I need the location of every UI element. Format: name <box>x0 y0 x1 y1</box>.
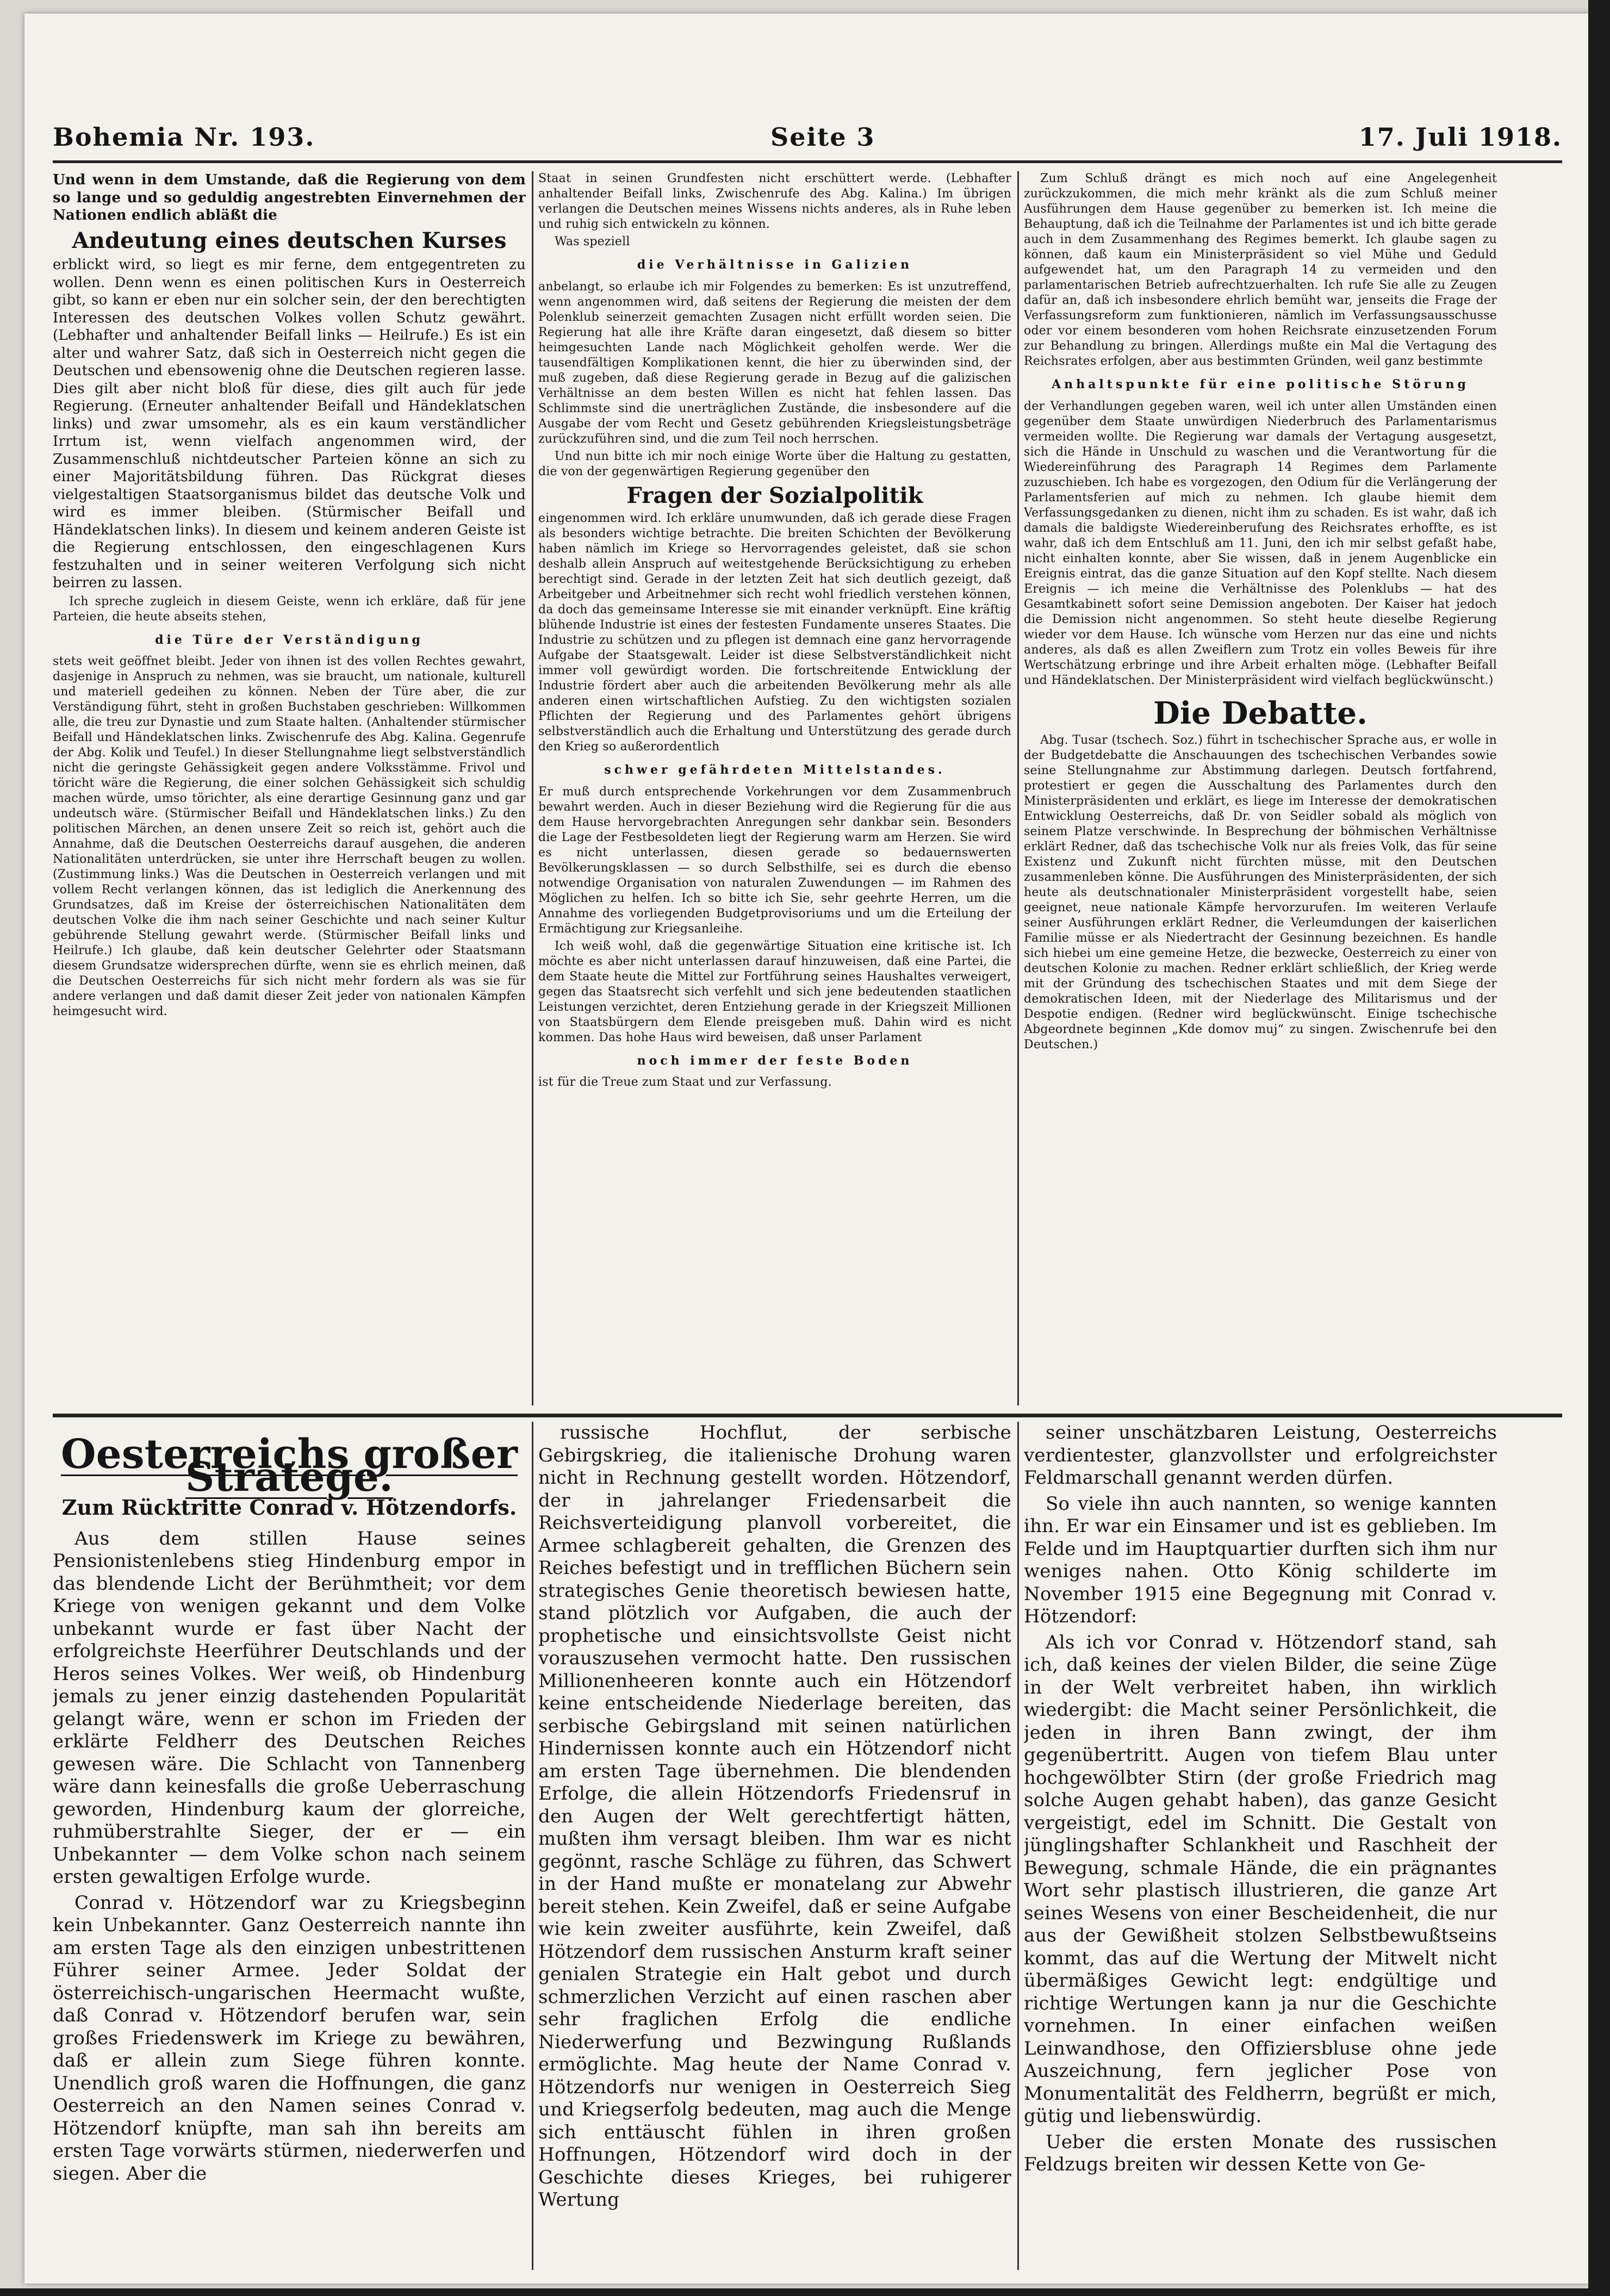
masthead-rule <box>53 160 1562 163</box>
issue-date: 17. Juli 1918. <box>1358 122 1562 152</box>
column-rule <box>532 171 533 1405</box>
article-paragraph: So viele ihn auch nannten, so wenige kannten ihn. Er war ein Einsamer und ist es geblieben. Im Felde und im Hauptquartier durften sich ihm nur weniges nahen. Otto König schilderte im November 1915 eine Begegnung mit Conrad v. Hötzendorf: <box>1024 1492 1497 1627</box>
col3-paragraph: Abg. Tusar (tschech. Soz.) führt in tschechischer Sprache aus, er wolle in der Budgetdebatte die Anschauungen des tschechischen Verbandes sowie seine Stellungnahme zur Abstimmung darlegen. Deutsch fortfahrend, protestiert er gegen die Ausschaltung des Parlamentes durch den Ministerpräsidenten und erklärt, es liege im Interesse der demokratischen Entwicklung Oesterreichs, daß Dr. von Seidler sobald als möglich von seinem Platze verschwinde. In Besprechung der böhmischen Verhältnisse erklärt Redner, daß das tschechische Volk nur als freies Volk, das für seine Existenz und Zukunft nicht fürchten müsse, mit den Deutschen zusammenleben könne. Die Ausführungen des Ministerpräsidenten, der sich heute als deutschnationaler Ministerpräsident vorgestellt habe, seien geeignet, neue nationale Kämpfe hervorzurufen. Im weiteren Verlaufe seiner Ausführungen erklärt Redner, die Verleumdungen der kaiserlichen Familie müsse er als Niedertracht der Gesinnung bezeichnen. Es handle sich hiebei um eine gemeine Hetze, die bezwecke, Oesterreich zu einer von deutschen Kolonie zu machen. Redner erklärt schließlich, der Krieg werde mit der Gründung des tschechischen Staates und mit dem Siege der demokratischen Ideen, mit der Niederlage des Militarismus und der Despotie endigen. (Redner wird beglückwünscht. Einige tschechische Abgeordnete beginnen „Kde domov muj“ zu singen. Zwischenrufe bei den Deutschen.) <box>1024 733 1497 1051</box>
col2-paragraph: Staat in seinen Grundfesten nicht erschüttert werde. (Lebhafter anhaltender Beifall links, Zwischenrufe des Abg. Kalina.) Im übrigen verlangen die Deutschen meines Wissens nichts anderes, als in Ruhe leben und ruhig sich entwickeln zu können. <box>538 172 1011 231</box>
col3-heading: Die Debatte. <box>1153 695 1367 731</box>
col2-closing: ist für die Treue zum Staat und zur Verfassung. <box>538 1075 832 1089</box>
column-rule <box>1017 171 1019 1405</box>
article-paragraph: russische Hochflut, der serbische Gebirgskrieg, die italienische Drohung waren nicht in Rechnung gestellt worden. Hötzendorf, der in jahrelanger Friedensarbeit die Reichsverteidigung planvoll vorbereitet, die Armee schlagbereit gehalten, die Grenzen des Reiches befestigt und in trefflichen Büchern sein strategisches Genie theoretisch bewiesen hatte, stand plötzlich vor Aufgaben, die auch der prophetische und einsichtsvollste Geist nicht vorauszusehen vermocht hatte. Den russischen Millionenheeren konnte auch ein Hötzendorf keine entscheidende Niederlage bereiten, das serbische Gebirgsland mit seinen natürlichen Hindernissen konnte auch ein Hötzendorf nicht am ersten Tage übernehmen. Die blendenden Erfolge, die allein Hötzendorfs Friedensruf in den Augen der Welt gerechtfertigt hätten, mußten ihm versagt bleiben. Ihm war es nicht gegönnt, rasche Schläge zu führen, das Schwert in der Hand mußte er monatelang zur Abwehr bereit stehen. Kein Zweifel, daß er seine Aufgabe wie kein zweiter ausführte, kein Zweifel, daß Hötzendorf dem russischen Ansturm kraft seiner genialen Strategie ein Halt gebot und durch schmerzlichen Verzicht auf einen raschen aber sehr fraglichen Erfolg die endliche Niederwerfung und Bezwingung Rußlands ermöglichte. Mag heute der Name Conrad v. Hötzendorfs nur wenigen in Oesterreich Sieg und Kriegserfolg bedeuten, mag auch die Menge sich enttäuscht fühlen in ihren großen Hoffnungen, Hötzendorf wird doch in der Geschichte dieses Krieges, bei ruhigerer Wertung <box>538 1422 1011 2211</box>
article-paragraph: seiner unschätzbaren Leistung, Oesterreichs verdientester, glanzvollster und erfolgreichster Feldmarschall genannt werden dürfen. <box>1024 1422 1497 1489</box>
lower-column-3 <box>1024 1422 1497 2270</box>
col1-heading: Andeutung eines deutschen Kurses <box>72 227 507 253</box>
article-paragraph: Aus dem stillen Hause seines Pensionistenlebens stieg Hindenburg empor in das blendende Licht der Berühmtheit; vor dem Kriege von wenigen gekannt und dem Volke unbekannt wurde er fast über Nacht der erfolgreichste Heerführer Deutschlands und der Heros seines Volkes. Wer weiß, ob Hindenburg jemals zu jener einzig dastehenden Popularität gelangt wäre, wenn er schon im Frieden der erklärte Feldherr des Deutschen Reiches gewesen wäre. Die Schlacht von Tannenberg wäre dann keinesfalls die große Ueberraschung geworden, Hindenburg kaum der glorreiche, ruhmüberstrahlte Sieger, der er — ein Unbekannter — dem Volke schon nach seinem ersten gewaltigen Erfolge wurde. <box>53 1527 526 1888</box>
col3-paragraph: der Verhandlungen gegeben waren, weil ich unter allen Umständen einen gegenüber dem Staate unwürdigen Niederbruch des Parlamentarismus vermeiden wollte. Die Regierung war damals der Vertagung ausgesetzt, sich die Hände in Unschuld zu waschen und die Verantwortung für die Wiedereinführung des Paragraph 14 Regimes dem Parlamente zuzuschieben. Ich habe es vorgezogen, den Odium für die Verlängerung der Parlamentsferien auf mich zu nehmen. Ich glaube hiemit dem Verfassungsgedanken zu dienen, nicht ihm zu schaden. Es ist wahr, daß ich damals die baldigste Wiedereinberufung des Reichsrates erhoffte, es ist wahr, daß ich dem Entschluß am 11. Juni, den ich mir selbst gefaßt habe, nicht einhalten konnte, aber Sie wissen, daß in jenem Augenblicke ein Ereignis eintrat, das die ganze Situation auf den Kopf stellte. Nach diesem Ereignis — ich meine die Verhältnisse des Polenklubs — hat des Gesamtkabinett sofort seine Demission angeboten. Der Kaiser hat jedoch die Demission nicht angenommen. So steht heute dieselbe Regierung wieder vor dem Hause. Ich wünsche vom Herzen nur das eine und nichts anderes, als daß es allen Zweiflern zum Trotz ein volles Beweis für ihre Wertschätzung erbringe und ihre Arbeit erhalten möge. (Lebhafter Beifall und Händeklatschen. Der Ministerpräsident wird vielfach beglückwünscht.) <box>1024 399 1497 687</box>
scan-border-right <box>1588 0 1610 2296</box>
article-paragraph: Als ich vor Conrad v. Hötzendorf stand, sah ich, daß keines der vielen Bilder, die seine Züge in der Welt verbreitet haben, ihn wirklich wiedergibt: die Macht seiner Persönlichkeit, die jeden in ihren Bann zwingt, der ihm gegenübertritt. Augen von tiefem Blau unter hochgewölbter Stirn (der große Friedrich mag solche Augen gehabt haben), das ganze Gesicht vergeistigt, edel im Schnitt. Die Gestalt von jünglingshafter Schlankheit und Raschheit der Bewegung, schmale Hände, die ein prägnantes Wort sehr plastisch illustrieren, die ganze Art seines Wesens von einer Bescheidenheit, die nur aus der Gewißheit stolzen Selbstbewußtseins kommt, das auf die Wertung der Mitwelt nicht übermäßiges Gewicht legt: endgültige und richtige Wertungen kann ja nur die Geschichte vornehmen. In einer einfachen weißen Leinwandhose, den Offiziersbluse ohne jede Auszeichnung, fern jeglicher Pose von Monumentalität des Feldherrn, begrüßt er mich, gütig und liebenswürdig. <box>1024 1631 1497 2127</box>
newspaper-page <box>24 14 1590 2283</box>
article-paragraph: Conrad v. Hötzendorf war zu Kriegsbeginn kein Unbekannter. Ganz Oesterreich nannte ihn am ersten Tage als den einzigen unbestrittenen Führer seiner Armee. Jeder Soldat der österreichisch-ungarischen Heermacht wußte, daß Conrad v. Hötzendorf berufen war, sein großes Friedenswerk im Kriege zu bewähren, daß er allein zum Siege führen konnte. Unendlich groß waren die Hoffnungen, die ganz Oesterreich an den Namen seines Conrad v. Hötzendorf knüpfte, man sah ihn bereits am ersten Tage vorwärts stürmen, niederwerfen und siegen. Aber die <box>53 1891 526 2185</box>
upper-column-1 <box>53 171 526 1405</box>
page-number: Seite 3 <box>770 122 875 152</box>
section-rule <box>53 1414 1562 1417</box>
col2-subheading: noch immer der feste Boden <box>637 1053 913 1068</box>
lower-column-2 <box>538 1422 1011 2270</box>
issue-number: Bohemia Nr. 193. <box>53 122 315 152</box>
col2-heading: Fragen der Sozialpolitik <box>626 482 923 508</box>
col3-paragraph: Zum Schluß drängt es mich noch auf eine Angelegenheit zurückzukommen, die mich mehr kränkt als die zum Schluß meiner Ausführungen dem Hause gegenüber zu bemerken ist. Ich meine die Behauptung, daß ich die Teilnahme der Parlamentes ist und ich bitte gerade auch in dem Zusammenhang des Regimes bemerkt. Ich glaube sagen zu können, daß kaum ein Ministerpräsident so viel Mühe und Geduld aufgewendet hat, um den Paragraph 14 zu vermeiden und den parlamentarischen Betrieb aufrechtzuerhalten. Ich rufe Sie alle zu Zeugen dafür an, daß ich insbesondere ehrlich bemüht war, jenseits die Frage der Verfassungsreform zum funktionieren, nämlich im Verfassungsausschusse oder vor einem besonderen vom hohen Reichsrate einzusetzenden Forum zur Behandlung zu bringen. Allerdings mußte ein Mal die Vertagung des Reichsrates erfolgen, aber aus bestimmten Gründen, weil ganz bestimmte <box>1024 172 1497 368</box>
article-paragraph: Ueber die ersten Monate des russischen Feldzugs breiten wir dessen Kette von Ge- <box>1024 2131 1497 2175</box>
col2-subheading: die Verhältnisse in Galizien <box>637 258 913 272</box>
col1-paragraph: Ich spreche zugleich in diesem Geiste, wenn ich erkläre, daß für jene Parteien, die heute abseits stehen, <box>53 594 526 624</box>
scan-border-bottom <box>0 2288 1610 2296</box>
col1-intro: Und wenn in dem Umstande, daß die Regierung von dem so lange und so geduldig angestrebten Einvernehmen der Nationen endlich abläßt die <box>53 172 526 223</box>
col2-paragraph: Was speziell <box>555 235 630 248</box>
col1-subheading: die Türe der Verständigung <box>155 632 424 647</box>
col2-paragraph: Ich weiß wohl, daß die gegenwärtige Situation eine kritische ist. Ich möchte es aber nicht unterlassen darauf hinzuweisen, daß eine Partei, die dem Staate heute die Mittel zur Fortführung seines Haushaltes verweigert, gegen das Staatsrecht sich verfehlt und sich jene bedeutenden staatlichen Leistungen verzichtet, deren Entziehung gerade in der Kriegszeit Millionen von Staatsbürgern dem Elende preisgeben muß. Dahin wird es nicht kommen. Das hohe Haus wird beweisen, daß unser Parlament <box>538 939 1011 1044</box>
col2-paragraph: eingenommen wird. Ich erkläre unumwunden, daß ich gerade diese Fragen als besonders wichtige betrachte. Die breiten Schichten der Bevölkerung haben nämlich im Kriege so Hervorragendes geleistet, daß sie schon deshalb allein Anspruch auf weitestgehende Berücksichtigung zu erheben berechtigt sind. Gerade in der letzten Zeit hat sich deutlich gezeigt, daß Arbeitgeber und Arbeitnehmer sich recht wohl friedlich verstehen können, da doch das gemeinsame Interesse sie mit einander verknüpft. Eine kräftig blühende Industrie ist eines der festesten Fundamente unseres Staates. Die Industrie zu schützen und zu pflegen ist demnach eine ganz hervorragende Aufgabe der Staatsgewalt. Leider ist diese Selbstverständlichkeit nicht immer voll gewürdigt worden. Die fortschreitende Entwicklung der Industrie fördert aber auch die arbeitenden Bevölkerung mehr als alle anderen einen wirtschaftlichen Aufstieg. Zu den wichtigsten sozialen Pflichten der Regierung und des Parlamentes gehört übrigens selbstverständlich auch die Erhaltung und Unterstützung des gerade durch den Krieg so außerordentlich <box>538 512 1011 754</box>
column-rule <box>1017 1422 1019 2270</box>
upper-column-3 <box>1024 171 1497 1405</box>
col2-paragraph: anbelangt, so erlaube ich mir Folgendes zu bemerken: Es ist unzutreffend, wenn angenommen wird, daß seitens der Regierung die meisten der dem Polenklub seinerzeit gemachten Zusagen nicht erfüllt worden seien. Die Regierung hat alle ihre Kräfte daran eingesetzt, daß diesem so bitter heimgesuchten Lande nach Möglichkeit geholfen werde. Wer die tausendfältigen Komplikationen kennt, die hier zu überwinden sind, der muß zugeben, daß diese Regierung gerade in Bezug auf die galizischen Verhältnisse an dem besten Willen es nicht hat fehlen lassen. Das Schlimmste sind die unerträglichen Zustände, die insbesondere auf die Ausgabe der vom Recht und Gesetz gebührenden Kriegsleistungsbeträge zurückzuführen sind, und die zum Teil noch herrschen. <box>538 279 1011 446</box>
article-title: Oesterreichs großer Stratege. <box>60 1431 518 1501</box>
article-subtitle: Zum Rücktritte Conrad v. Hötzendorfs. <box>61 1495 517 1520</box>
masthead <box>53 114 1562 169</box>
col1-paragraph: stets weit geöffnet bleibt. Jeder von ihnen ist des vollen Rechtes gewahrt, dasjenige in Anspruch zu nehmen, was sie braucht, um nationale, kulturell und materiell gedeihen zu können. Neben der Türe aber, die zur Verständigung führt, steht in großen Buchstaben geschrieben: Willkommen alle, die treu zur Dynastie und zum Staate halten. (Anhaltender stürmischer Beifall und Händeklatschen links. Zwischenrufe des Abg. Kalina. Gegenrufe der Abg. Kolik und Teufel.) In dieser Stellungnahme liegt selbstverständlich nicht die geringste Gehässigkeit gegen andere Volksstämme. Frivol und töricht wäre die Regierung, die einer solchen Gehässigkeit sich schuldig machen würde, umso törichter, als eine derartige Gesinnung ganz und gar undeutsch wäre. (Stürmischer Beifall und Händeklatschen links.) Zu den politischen Märchen, an denen unsere Zeit so reich ist, gehört auch die Annahme, daß die Deutschen Oesterreichs darauf ausgehen, die anderen Nationalitäten unterdrücken, sie unter ihre Herrschaft beugen zu wollen. (Zustimmung links.) Was die Deutschen in Oesterreich verlangen und mit vollem Recht verlangen können, das ist lediglich die Anerkennung des Grundsatzes, daß im Kreise der österreichischen Nationalitäten dem deutschen Volke die ihm nach seiner Geschichte und nach seiner Kultur gebührende Stellung gewahrt werde. (Stürmischer Beifall links und Heilrufe.) Ich glaube, daß kein deutscher Gelehrter oder Staatsmann diesem Grundsatze widersprechen dürfte, wenn sie es ehrlich meinen, daß die Deutschen Oesterreichs für sich nicht mehr fordern als was sie für andere verlangen und daß damit dieser Zeit jeder von nationalen Kämpfen heimgesucht wird. <box>53 655 526 1018</box>
col1-paragraph: erblickt wird, so liegt es mir ferne, dem entgegentreten zu wollen. Denn wenn es einen politischen Kurs in Oesterreich gibt, so kann er eben nur ein solcher sein, der den berechtigten Interessen des deutschen Volkes vollen Schutz gewährt. (Lebhafter und anhaltender Beifall links — Heilrufe.) Es ist ein alter und wahrer Satz, daß sich in Oesterreich nicht gegen die Deutschen und ebensowenig ohne die Deutschen regieren lasse. Dies gilt aber nicht bloß für diese, dies gilt auch für jede Regierung. (Erneuter anhaltender Beifall und Händeklatschen links) und zwar umsomehr, als es ein kaum verständlicher Irrtum ist, wenn vielfach angenommen wird, der Zusammenschluß nichtdeutscher Parteien könne an sich zu einer Majoritätsbildung führen. Das Rückgrat dieses vielgestaltigen Staatsorganismus bildet das deutsche Volk und wird es immer bleiben. (Stürmischer Beifall und Händeklatschen links). In diesem und keinem anderen Geiste ist die Regierung entschlossen, den eingeschlagenen Kurs festzuhalten und in seiner weiteren Verfolgung sich nicht beirren zu lassen. <box>53 257 526 591</box>
col2-paragraph: Und nun bitte ich mir noch einige Worte über die Haltung zu gestatten, die von der gegenwärtigen Regierung gegenüber den <box>538 449 1011 478</box>
column-rule <box>532 1422 533 2270</box>
lower-column-1 <box>53 1422 526 2270</box>
col2-subheading: schwer gefährdeten Mittelstandes. <box>604 763 946 777</box>
col3-subheading: Anhaltspunkte für eine politische Störung <box>1052 377 1469 391</box>
col2-paragraph: Er muß durch entsprechende Vorkehrungen vor dem Zusammenbruch bewahrt werden. Auch in dieser Beziehung wird die Regierung für die aus dem Hause hervorgebrachten Anregungen sehr dankbar sein. Besonders die Lage der Festbesoldeten liegt der Regierung warm am Herzen. Sie wird es nicht unterlassen, diesen gerade so bedauernswerten Bevölkerungsklassen — so durch Selbsthilfe, sei es durch die ebenso notwendige Organisation von naturalen Zuwendungen — im Rahmen des Möglichen zu helfen. Ich so bitte ich Sie, sehr geehrte Herren, um die Annahme des vorliegenden Budgetprovisoriums und um die Erteilung der Ermächtigung zur Kriegsanleihe. <box>538 785 1011 936</box>
upper-column-2 <box>538 171 1011 1405</box>
